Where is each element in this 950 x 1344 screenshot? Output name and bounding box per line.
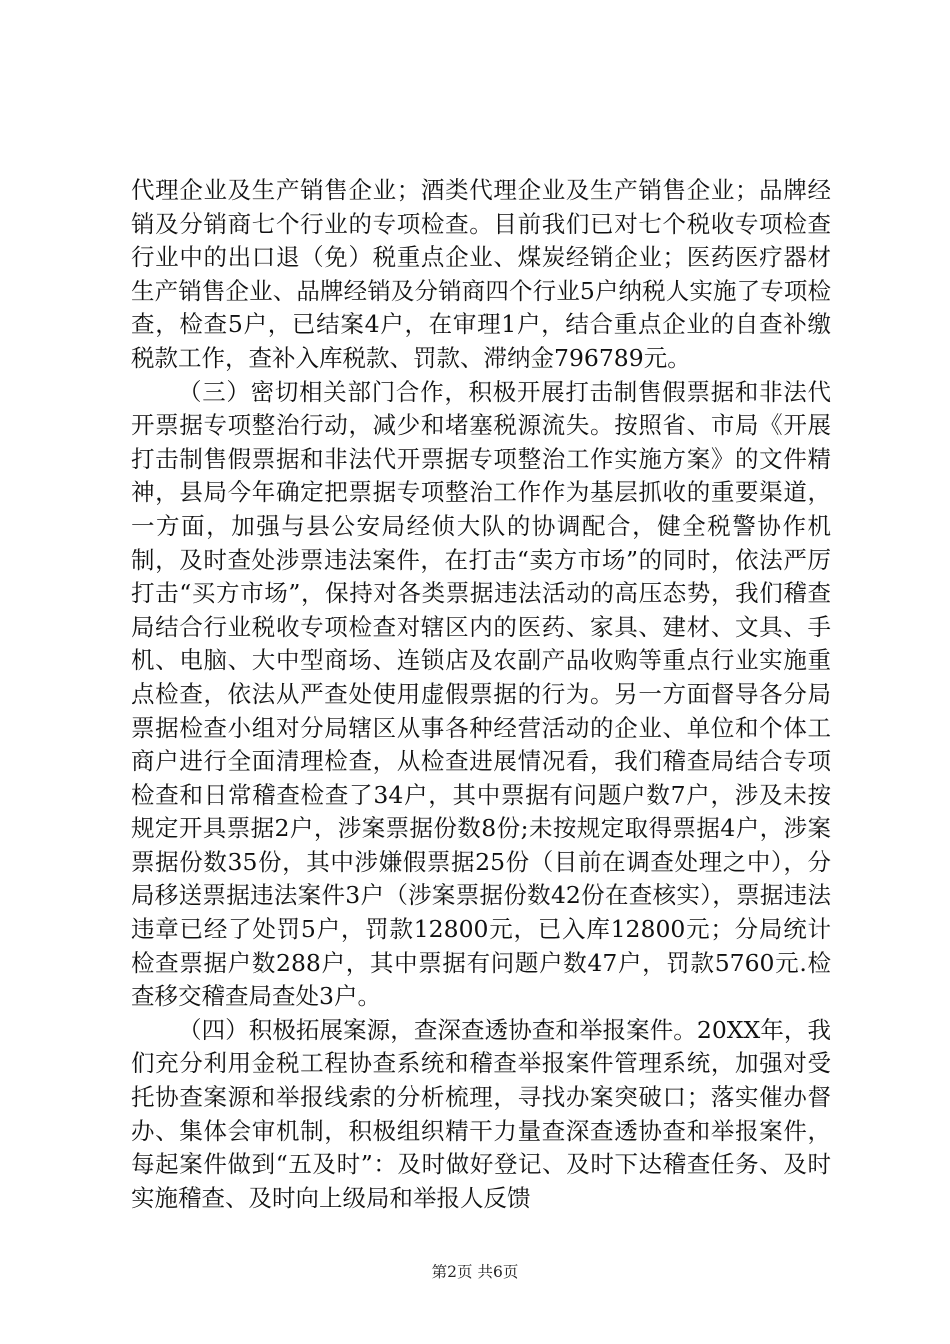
document-body xyxy=(131,174,831,1215)
paragraph-1: 代理企业及生产销售企业；酒类代理企业及生产销售企业；品牌经销及分销商七个行业的专项检查。目前我们已对七个税收专项检查行业中的出口退（免）税重点企业、煤炭经销企业；医药医疗器材生产销售企业、品牌经销及分销商四个行业5户纳税人实施了专项检查，检查5户，已结案4户，在审理1户，结合重点企业的自查补缴税款工作，查补入库税款、罚款、滞纳金796789元。 xyxy=(131,176,831,372)
paragraph-3: （四）积极拓展案源，查深查透协查和举报案件。20XX年，我们充分利用金税工程协查系统和稽查举报案件管理系统，加强对受托协查案源和举报线索的分析梳理，寻找办案突破口；落实催办督办、集体会审机制，积极组织精干力量查深查透协查和举报案件，每起案件做到“五及时”：及时做好登记、及时下达稽查任务、及时实施稽查、及时向上级局和举报人反馈 xyxy=(131,1015,831,1212)
paragraph-2: （三）密切相关部门合作，积极开展打击制售假票据和非法代开票据专项整治行动，减少和堵塞税源流失。按照省、市局《开展打击制售假票据和非法代开票据专项整治工作实施方案》的文件精神，县局今年确定把票据专项整治工作作为基层抓收的重要渠道，一方面，加强与县公安局经侦大队的协调配合，健全税警协作机制，及时查处涉票违法案件，在打击“卖方市场”的同时，依法严厉打击“买方市场”，保持对各类票据违法活动的高压态势，我们稽查局结合行业税收专项检查对辖区内的医药、家具、建材、文具、手机、电脑、大中型商场、连锁店及农副产品收购等重点行业实施重点检查，依法从严查处使用虚假票据的行为。另一方面督导各分局票据检查小组对分局辖区从事各种经营活动的企业、单位和个体工商户进行全面清理检查，从检查进展情况看，我们稽查局结合专项检查和日常稽查检查了34户，其中票据有问题户数7户，涉及未按规定开具票据2户，涉案票据份数8份;未按规定取得票据4户，涉案票据份数35份，其中涉嫌假票据25份（目前在调查处理之中），分局移送票据违法案件3户（涉案票据份数42份在查核实），票据违法违章已经了处罚5户，罚款12800元，已入库12800元；分局统计检查票据户数288户，其中票据有问题户数47户，罚款5760元.检查移交稽查局查处3户。 xyxy=(131,377,831,1011)
page-number: 第2页 共6页 xyxy=(431,1263,519,1281)
